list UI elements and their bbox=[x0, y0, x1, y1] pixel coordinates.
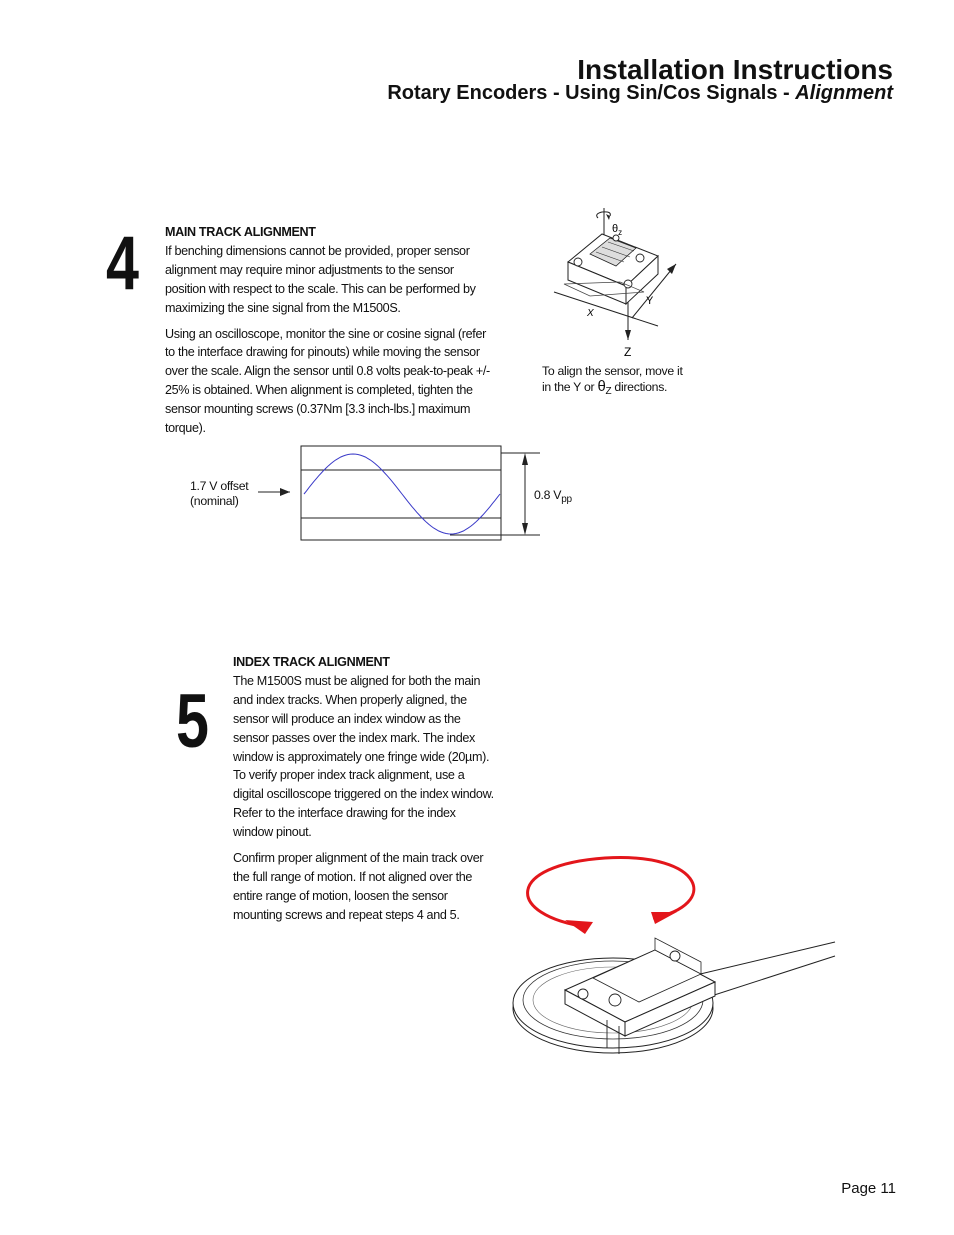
rotation-arrowhead bbox=[606, 214, 610, 220]
x-axis-label: X bbox=[587, 308, 594, 319]
step5-heading: INDEX TRACK ALIGNMENT bbox=[233, 655, 390, 669]
sensor-figure-caption: To align the sensor, move it in the Y or $\theta_Z$ directions. bbox=[542, 364, 683, 397]
y-axis-arrowhead bbox=[667, 264, 676, 274]
z-axis-arrowhead bbox=[625, 330, 631, 340]
page-number: Page 11 bbox=[841, 1180, 896, 1197]
amplitude-arrow-up bbox=[522, 453, 528, 465]
step5-text bbox=[233, 653, 495, 932]
step-number-4: 4 bbox=[106, 221, 139, 306]
step-number-5: 5 bbox=[176, 679, 209, 764]
offset-label: 1.7 V offset (nominal) bbox=[190, 479, 249, 508]
step5-paragraph-1: The M1500S must be aligned for both the main and index tracks. When properly aligned, the sensor will produce an index window as the sensor passes over the index mark. The index window is approximately one fringe wide (20µm). To verify proper index track alignment, use a digital oscilloscope triggered on the index window. Refer to the interface drawing for the index window pinout. bbox=[233, 673, 494, 840]
subtitle-main: Rotary Encoders - Using Sin/Cos Signals - bbox=[387, 82, 796, 104]
sensor-alignment-figure bbox=[540, 200, 700, 365]
rotation-arrowhead-left bbox=[565, 920, 593, 934]
amplitude-label: 0.8 $V_{pp}$ bbox=[534, 488, 572, 505]
amplitude-arrow-down bbox=[522, 523, 528, 535]
z-axis-label: Z bbox=[624, 345, 632, 359]
subtitle-italic: Alignment bbox=[795, 82, 893, 104]
y-axis-label: Y bbox=[646, 295, 654, 307]
step4-paragraph-1: If benching dimensions cannot be provided, proper sensor alignment may require minor adjustments to the sensor position with respect to the scale. This can be performed by maximizing the sine signal from the M1500S. bbox=[165, 243, 476, 315]
shaft-bottom bbox=[705, 956, 835, 998]
sine-wave bbox=[304, 454, 500, 534]
x-axis bbox=[554, 292, 658, 326]
screw-icon bbox=[670, 951, 680, 961]
screw-icon bbox=[609, 994, 621, 1006]
theta-z-label: $\theta_z$ bbox=[612, 223, 623, 237]
step4-text bbox=[165, 223, 497, 445]
step5-paragraph-2: Confirm proper alignment of the main track over the full range of motion. If not aligned over the entire range of motion, loosen the sensor mounting screws and repeat steps 4 and 5. bbox=[233, 851, 484, 922]
page-title: Installation Instructions bbox=[577, 54, 893, 85]
screw-icon bbox=[636, 254, 644, 262]
offset-pointer-arrowhead bbox=[280, 488, 290, 496]
rotary-encoder-figure bbox=[505, 850, 845, 1065]
page-subtitle bbox=[387, 82, 893, 105]
step4-heading: MAIN TRACK ALIGNMENT bbox=[165, 225, 316, 239]
rotation-loop-arrow bbox=[528, 858, 694, 927]
rotation-arrowhead-right bbox=[651, 912, 677, 924]
screw-icon bbox=[578, 989, 588, 999]
step4-paragraph-2: Using an oscilloscope, monitor the sine or cosine signal (refer to the interface drawing for pinouts) while moving the sensor over the scale. Align the sensor until 0.8 volts peak-to-peak +/- 25% is obtained. When alignment is completed, tighten the sensor mounting screws (0.37Nm [3.3 inch-lbs.] maximum torque). bbox=[165, 326, 490, 436]
screw-icon bbox=[574, 258, 582, 266]
